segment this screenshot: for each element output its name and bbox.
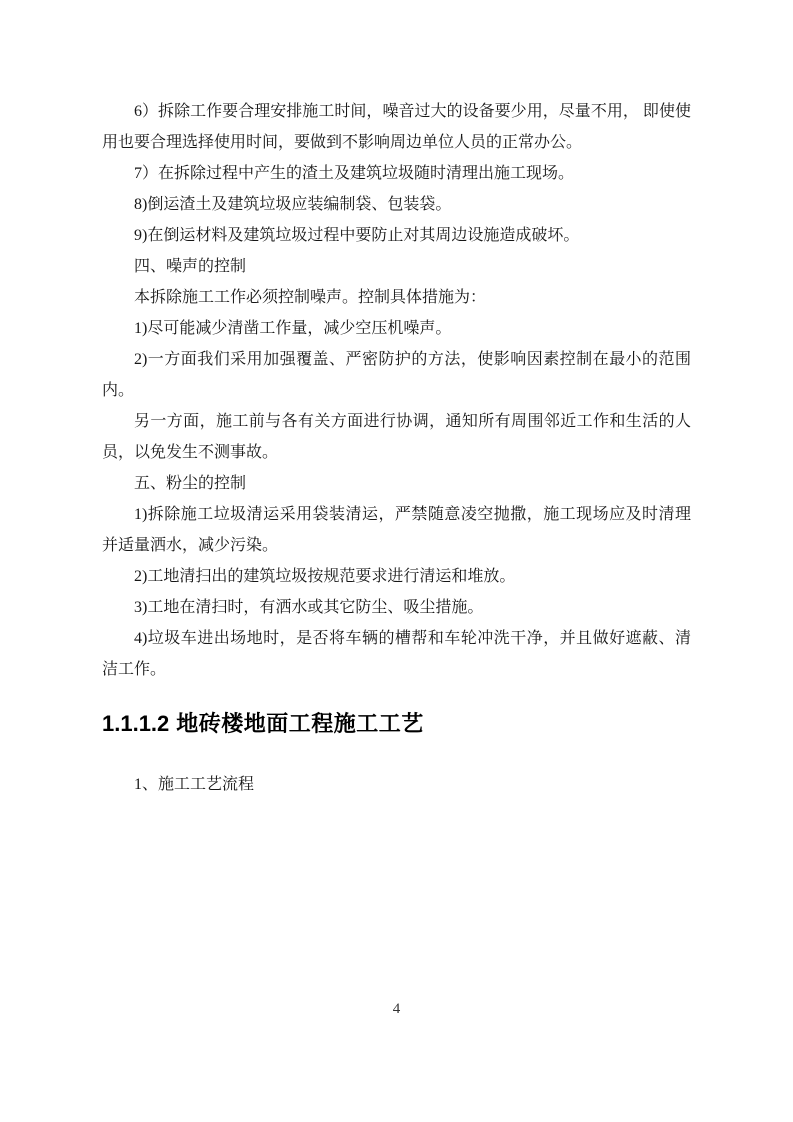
- paragraph: 3)工地在清扫时，有洒水或其它防尘、吸尘措施。: [134, 599, 484, 616]
- sub-item: 1、施工工艺流程: [134, 776, 255, 793]
- paragraph: 四、噪声的控制: [134, 258, 247, 275]
- paragraph: 9)在倒运材料及建筑垃圾过程中要防止对其周边设施造成破坏。: [134, 227, 580, 244]
- paragraph: 6）拆除工作要合理安排施工时间，噪音过大的设备要少用，尽量不用， 即使使用也要合理选择使用时间，要做到不影响周边单位人员的正常办公。: [102, 103, 691, 151]
- paragraph: 1)拆除施工垃圾清运采用袋装清运，严禁随意凌空抛撒，施工现场应及时清理并适量洒水，减少污染。: [102, 506, 691, 554]
- paragraph: 4)垃圾车进出场地时，是否将车辆的槽帮和车轮冲洗干净，并且做好遮蔽、清洁工作。: [102, 630, 691, 678]
- heading-title: 地砖楼地面工程施工工艺: [176, 711, 424, 736]
- heading-number: 1.1.1.2: [102, 711, 170, 736]
- paragraph: 2)一方面我们采用加强覆盖、严密防护的方法，使影响因素控制在最小的范围内。: [102, 351, 691, 399]
- document-body: [102, 96, 691, 800]
- paragraph: 另一方面，施工前与各有关方面进行协调，通知所有周围邻近工作和生活的人员，以免发生不测事故。: [102, 413, 691, 461]
- paragraph: 7）在拆除过程中产生的渣土及建筑垃圾随时清理出施工现场。: [134, 165, 575, 182]
- paragraph: 1)尽可能减少清凿工作量，减少空压机噪声。: [134, 320, 452, 337]
- paragraph: 8)倒运渣土及建筑垃圾应装编制袋、包装袋。: [134, 196, 452, 213]
- paragraph: 本拆除施工工作必须控制噪声。控制具体措施为：: [134, 289, 487, 306]
- page-number: 4: [392, 1001, 401, 1017]
- section-heading: [102, 707, 691, 741]
- paragraph: 2)工地清扫出的建筑垃圾按规范要求进行清运和堆放。: [134, 568, 516, 585]
- paragraph: 五、粉尘的控制: [134, 475, 247, 492]
